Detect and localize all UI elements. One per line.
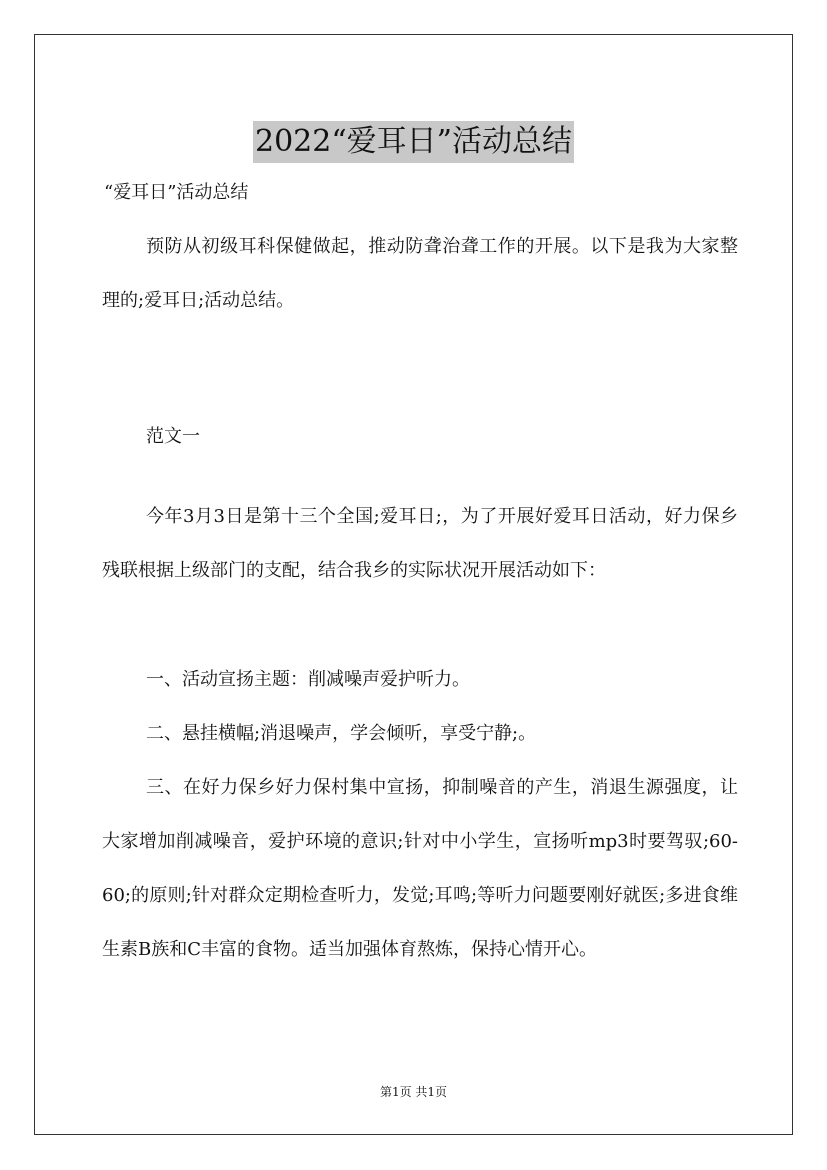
paragraph-item-2: 二、悬挂横幅;消退噪声，学会倾听，享受宁静;。	[146, 723, 537, 744]
title-container	[0, 101, 827, 183]
document-subtitle: “爱耳日”活动总结	[104, 182, 249, 203]
paragraph-intro: 预防从初级耳科保健做起，推动防聋治聋工作的开展。以下是我为大家整理的;爱耳日;活动总结。	[102, 236, 738, 311]
document-title: 2022“爱耳日”活动总结	[253, 121, 574, 163]
paragraph-sample-heading: 范文一	[146, 426, 200, 447]
paragraph-item-1: 一、活动宣扬主题：削减噪声爱护听力。	[146, 669, 470, 690]
page-footer: 第1页 共1页	[379, 1085, 448, 1099]
paragraph-background: 今年3月3日是第十三个全国;爱耳日;，为了开展好爱耳日活动，好力保乡残联根据上级部门的支配，结合我乡的实际状况开展活动如下：	[102, 506, 738, 581]
paragraph-item-3: 三、在好力保乡好力保村集中宣扬，抑制噪音的产生，消退生源强度，让大家增加削减噪音，爱护环境的意识;针对中小学生，宣扬听mp3时要驾驭;60-60;的原则;针对群众定期检查听力，发觉;耳鸣;等听力问题要刚好就医;多进食维生素B族和C丰富的食物。适当加强体育熬炼，保持心情开心。	[102, 777, 738, 960]
